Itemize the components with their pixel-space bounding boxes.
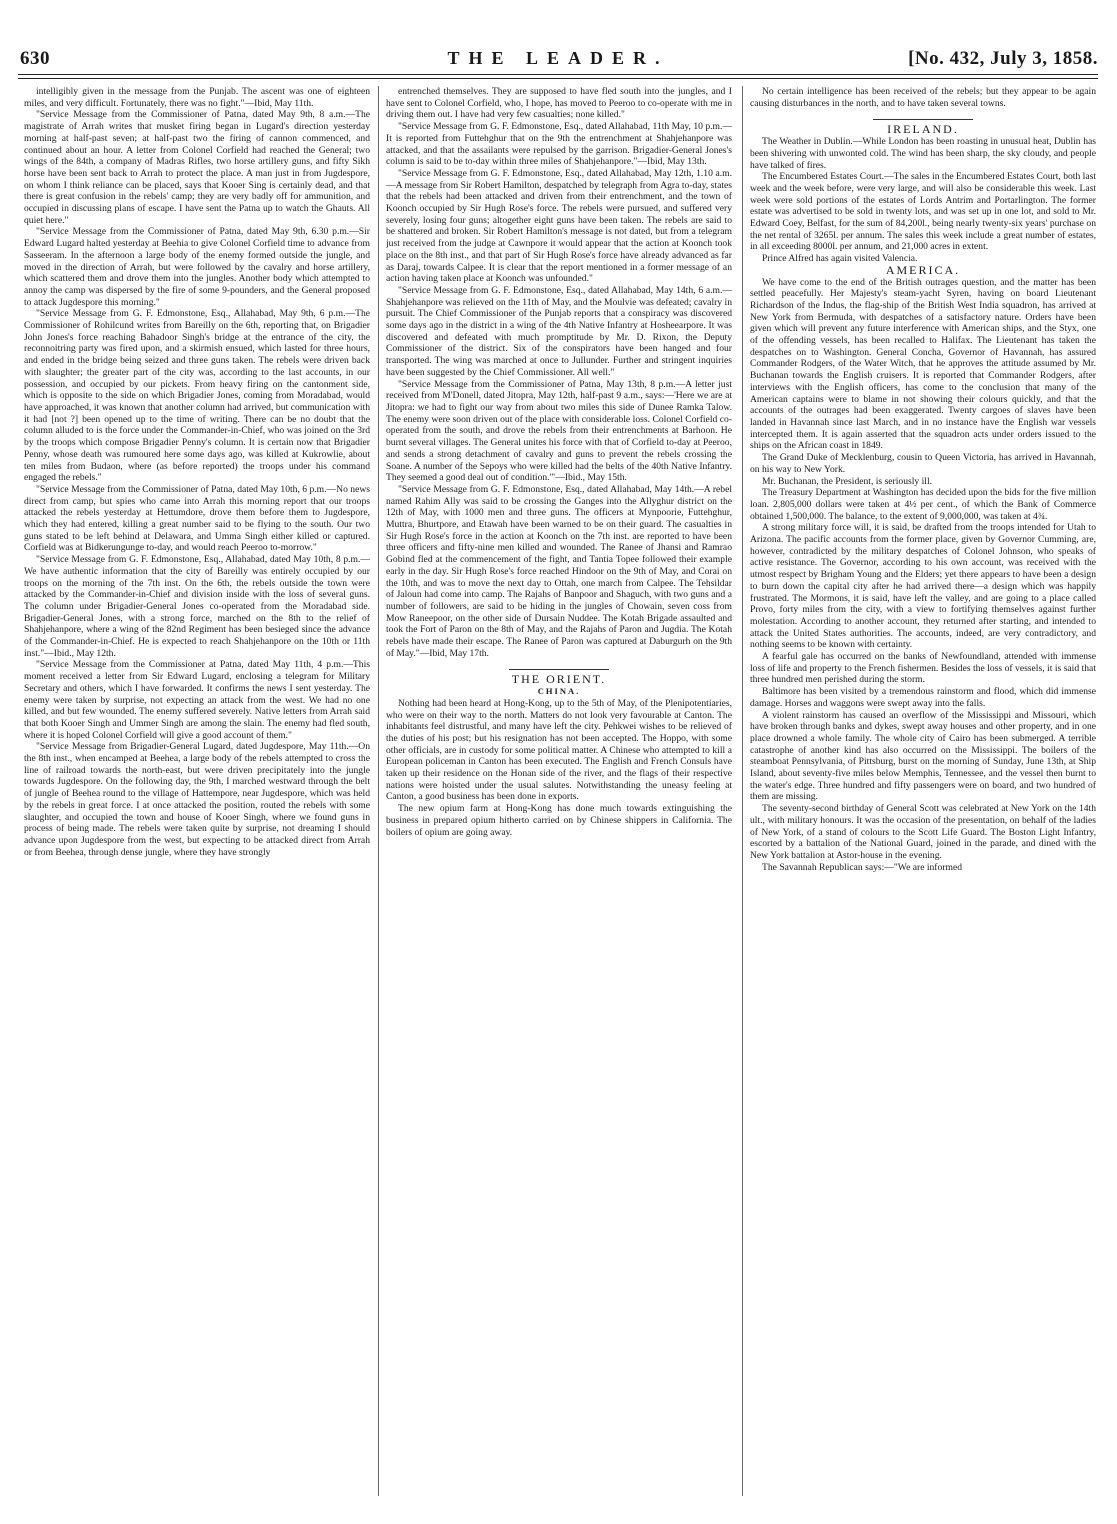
article-paragraph: Nothing had been heard at Hong-Kong, up to the 5th of May, of the Plenipotentiaries, who were on their way to the north. Matters do not look very favourable at Canton. The inhabitants feel distrustful, and many have left the city. Pehkwei wishes to be relieved of the duties of his post; but his resignation has not been accepted. The Hoppo, with some other officials, are in custody for some political matter. A Chinese who attempted to kill a European policeman in Canton has been executed. The English and French Consuls have taken up their residence on the Honan side of the river, and the flags of their respective nations were hoisted under the usual salutes. Notwithstanding the uneasy feeling at Canton, a good business has been done in exports.: [386, 697, 732, 803]
column-divider-1: [378, 86, 379, 1496]
article-paragraph: "Service Message from G. F. Edmonstone, Esq., dated Allahabad, May 14th, 6 a.m.—Shahjehanpore was relieved on the 11th of May, and the Moulvie was defeated; cavalry in pursuit. The Chief Commissioner of the Punjab reports that a conspiracy was discovered some days ago in the district in a wing of the 4th Native Infantry at Hosheearpore. It was discovered and defeated with much promptitude by Mr. D. Rixon, the Deputy Commissioner of the district. Six of the conspirators have been hanged and four transported. The wing was marched at once to Jullunder. Further and stringent inquiries have been suggested by the Chief Commissioner. All well.": [386, 284, 732, 378]
section-heading-orient: THE ORIENT.: [511, 672, 607, 687]
article-paragraph: The Savannah Republican says:—"We are informed: [762, 861, 963, 873]
column-2: [386, 86, 732, 1496]
newspaper-title: THE LEADER.: [447, 48, 669, 68]
masthead-rule-thin: [18, 78, 1098, 79]
article-paragraph: Prince Alfred has again visited Valencia.: [762, 253, 918, 265]
article-paragraph: The Grand Duke of Mecklenburg, cousin to Queen Victoria, has arrived in Havannah, on his way to New York.: [750, 452, 1096, 475]
section-heading-america: AMERICA.: [885, 262, 961, 277]
article-paragraph: "Service Message from the Commissioner of Patna, May 13th, 8 p.m.—A letter just received from M'Donell, dated Jitopra, May 12th, half-past 9 a.m., says:—'Here we are at Jitopra: we had to fight our way from about two miles this side of Dunee Ramka Talow. The enemy were soon driven out of the place with considerable loss. Colonel Corfield co-operated from the south, and drove the rebels from their entrenchments at Barhoon. He burnt several villages. The General unites his force with that of Corfield to-day at Peeroo, and sends a strong detachment of cavalry and guns to prevent the rebels crossing the Soane. A number of the Sepoys who were killed had the belts of the 40th Native Infantry. They seemed a good deal out of condition.'"—Ibid., May 15th.: [386, 378, 732, 484]
column-divider-2: [742, 86, 743, 1496]
article-paragraph: "Service Message from G. F. Edmonstone, Esq., dated Allahabad, May 12th, 1.10 a.m.—A message from Sir Robert Hamilton, despatched by telegraph from Agra to-day, states that the rebels had been attacked and driven from their entrenchment, and the town of Koonch occupied by Sir Hugh Rose's force. The rebels were pursued, and suffered very severely, losing four guns; altogether eight guns have been taken. The rebels are said to be shattered and broken. Sir Robert Hamilton's message is not dated, but from a telegram just received from the judge at Cawnpore it would appear that the action at Koonch took place on the 8th inst., and that part of Sir Hugh Rose's force have already advanced as far as Daraj, towards Calpee. It is clear that the report mentioned in a former message of an action having taken place at Koonch was unfounded.": [386, 167, 732, 285]
article-paragraph: "Service Message from the Commissioner of Patna, dated May 9th, 6.30 p.m.—Sir Edward Lugard halted yesterday at Beehia to give Colonel Corfield time to advance from Sasseeram. In the afternoon a large body of the enemy formed outside the jungle, and moved in the direction of Arrah, but were followed by the cavalry and horse artillery, which scattered them and drove them into the jungles. Another body which attempted to annoy the camp was dispersed by the fire of some 9-pounders, and the General proposed to attack Jugdespore this morning.": [24, 226, 370, 308]
article-paragraph: intelligibly given in the message from the Punjab. The ascent was one of eighteen miles, and very difficult. Fortunately, there was no fight."—Ibid, May 11th.: [24, 86, 370, 109]
column-3: [750, 86, 1096, 1496]
article-paragraph: Baltimore has been visited by a tremendous rainstorm and flood, which did immense damage. Horses and waggons were swept away into the falls.: [750, 686, 1096, 709]
article-paragraph: A fearful gale has occurred on the banks of Newfoundland, attended with immense loss of life and property to the French fishermen. Besides the loss of vessels, it is said that three hundred men perished during the storm.: [750, 651, 1096, 686]
article-paragraph: The seventy-second birthday of General Scott was celebrated at New York on the 14th ult., with military honours. It was the occasion of the presentation, on behalf of the ladies of New York, of a stand of colours to the Scott Life Guard. The Boston Light Infantry, escorted by a battalion of the National Guard, joined in the parade, and dined with the New York battalion at Astor-house in the evening.: [750, 803, 1096, 861]
masthead: [18, 48, 1098, 82]
article-paragraph: We have come to the end of the British outrages question, and the matter has been settled peacefully. Her Majesty's steam-yacht Syren, having on board Lieutenant Richardson of the Indus, the flag-ship of the British West India squadron, has arrived at New York from Bermuda, with despatches of a satisfactory nature. Orders have been given which will prevent any future interference with American ships, and the Styx, one of the offending vessels, has been recalled to Halifax. The Lieutenant has taken the despatches on to Washington. General Concha, Governor of Havannah, has assured Commander Rodgers, of the Water Witch, that he approves the attitude assumed by Mr. Buchanan towards the English cruisers. It is reported that Commander Rodgers, after interviews with the English officers, has come to the conclusion that many of the American captains were to blame in not showing their colours quickly, and that the accounts of the outrages had been exaggerated. Twenty cargoes of slaves have been landed in Havannah since last March, and in no instance have the English war vessels intercepted them. It is again asserted that the squadron acts under orders issued to the ships on the African coast in 1849.: [750, 276, 1096, 452]
article-paragraph: The Weather in Dublin.—While London has been roasting in unusual heat, Dublin has been shivering with unwonted cold. The wind has been sharp, the sky cloudy, and people have talked of fires.: [750, 136, 1096, 171]
article-paragraph: Mr. Buchanan, the President, is seriously ill.: [762, 475, 933, 487]
article-paragraph: No certain intelligence has been received of the rebels; but they appear to be again causing disturbances in the north, and to have taken several towns.: [750, 86, 1096, 109]
article-paragraph: "Service Message from the Commissioner at Patna, dated May 11th, 4 p.m.—This moment received a letter from Sir Edward Lugard, enclosing a telegram for Military Secretary and others, which I have forwarded. It confirms the news I sent yesterday. The enemy were taken by surprise, not expecting an attack from the west. We had no one killed, and but few wounded. The enemy suffered severely. Native letters from Arrah said that both Kooer Singh and Ummer Singh are among the slain. The enemy had fled south, where it is hoped Colonel Corfield will give a good account of them.": [24, 659, 370, 741]
article-paragraph: A strong military force will, it is said, be drafted from the troops intended for Utah to Arizona. The pacific accounts from the former place, given by Governor Cumming, are, however, contradicted by the military despatches of Colonel Johnson, who speaks of active resistance. The Governor, according to his own account, was received with the utmost respect by Brigham Young and the Elders; yet there appears to have been a design to burn down the capital city after he had arrived there—a design which was happily frustrated. The Mormons, it is said, have left the valley, and are going to a place called Provo, forty miles from the city, with a view to fortifying themselves against further molestation. According to another account, they returned after starting, and intended to attack the United States authorities. The accounts, indeed, are very contradictory, and nothing seems to be known with certainty.: [750, 522, 1096, 651]
section-divider: [873, 119, 973, 120]
issue-info: [No. 432, July 3, 1858.: [908, 48, 1098, 69]
article-paragraph: "Service Message from the Commissioner of Patna, dated May 10th, 6 p.m.—No news direct from camp, but spies who came into Arrah this morning report that our troops attacked the rebels yesterday at Hettumdore, drove them before them to Jugdespore, which they had entered, killing a great number said to be flying to the south. Our two guns stated to be left behind at Delawara, and Umma Singh either killed or captured. Corfield was at Bidkerungunge to-day, and would reach Peeroo to-morrow.": [24, 483, 370, 554]
article-paragraph: "Service Message from Brigadier-General Lugard, dated Jugdespore, May 11th.—On the 8th inst., when encamped at Beehea, a large body of the rebels attempted to cross the line of railroad towards the north-east, but were driven precipitately into the jungle towards Jugdespore. On the following day, the 9th, I marched westward through the belt of jungle of Beehea round to the village of Hattempore, near Jugdespore, which was held by the rebels in great force. I at once attacked the position, routed the rebels with some slaughter, and occupied the town and house of Kooer Singh, where we found guns in process of being made. The rebels were taken quite by surprise, not dreaming I should advance upon Jugdespore from the west, but expecting to be attacked direct from Arrah or from Beehea, through dense jungle, where they have strongly: [24, 741, 370, 858]
article-paragraph: The Treasury Department at Washington has decided upon the bids for the five million loan. 2,805,000 dollars were taken at 4½ per cent., of which the Bank of Commerce obtained 1,500,000. The balance, to the extent of 9,000,000, was taken at 4¾.: [750, 487, 1096, 522]
article-paragraph: entrenched themselves. They are supposed to have fled south into the jungles, and I have sent to Colonel Corfield, who, I hope, has moved to Peeroo to co-operate with me in driving them out. I have had very few casualties; none killed.": [386, 86, 732, 121]
article-paragraph: The new opium farm at Hong-Kong has done much towards extinguishing the business in prepared opium hitherto carried on by Chinese shippers in California. The boilers of opium are going away.: [386, 803, 732, 838]
section-divider: [509, 669, 609, 670]
article-paragraph: The Encumbered Estates Court.—The sales in the Encumbered Estates Court, both last week and the week before, were very large, and will also be considerable this week. Last week were sold portions of the estates of Lords Antrim and Portarlington. The former estate was advertised to be sold in twenty lots, and was set up in one lot, and sold to Mr. Edward Coey, Belfast, for the sum of 84,200l., being nearly twenty-six years' purchase on the net rental of 3265l. per annum. The sales this week include a great number of estates, in all exceeding 8000l. per annum, and 21,000 acres in extent.: [750, 171, 1096, 253]
article-paragraph: "Service Message from G. F. Edmonstone, Esq., dated Allahabad, 11th May, 10 p.m.—It is reported from Futtehghur that on the 9th the entrenchment at Shahjehanpore was attacked, and that the assailants were repulsed by the garrison. Brigadier-General Jones's column is said to be to-day within three miles of Shahjehanpore."—Ibid, May 13th.: [386, 121, 732, 168]
article-paragraph: "Service Message from G. F. Edmonstone, Esq., Allahabad, dated May 10th, 8 p.m.—We have authentic information that the city of Bareilly was entirely occupied by our troops on the morning of the 7th inst. On the 6th, the rebels outside the town were attacked by the Commander-in-Chief and division inside with the loss of several guns. The column under Brigadier-General Jones co-operated from the Moradabad side. Brigadier-General Jones, with a strong force, marched on the 8th to the relief of Shahjehanpore, where a wing of the 82nd Regiment has been besieged since the advance of the Commander-in-Chief. He is expected to reach Shahjehanpore on the 10th or 11th inst."—Ibid., May 12th.: [24, 554, 370, 659]
subheading-china: CHINA.: [537, 686, 581, 697]
section-heading-ireland: IRELAND.: [887, 122, 959, 137]
masthead-rule: [18, 74, 1098, 75]
article-paragraph: A violent rainstorm has caused an overflow of the Mississippi and Missouri, which have broken through banks and dykes, swept away houses and other property, and in one place drowned a whole family. The whole city of Cairo has been submerged. A terrible catastrophe of another kind has also occurred on the Mississippi. The boilers of the steamboat Pennsylvania, of Pittsburg, burst on the morning of Sunday, June 13th, at Ship Island, about seventy-five miles below Memphis, Tennessee, and the vessel then burnt to the water's edge. Three hundred and fifty passengers were on board, and two hundred of them are missing.: [750, 709, 1096, 803]
article-paragraph: "Service Message from G. F. Edmonstone, Esq., dated Allahabad, May 14th.—A rebel named Rahim Ally was said to be crossing the Ganges into the Allyghur district on the 12th of May, with 1000 men and three guns. The officers at Mynpoorie, Futtehghur, Muttra, Bhurtpore, and Etawah have been warned to be on their guard. The casualties in Sir Hugh Rose's force in the action at Koonch on the 7th inst. are reported to have been three officers and fifty-nine men killed and wounded. The Ranee of Jhansi and Ramrao Gobind fled at the commencement of the fight, and Tantia Topee followed their example early in the day. Sir Hugh Rose's force reached Hindoor on the 9th of May, and Corai on the 10th, and was to move the next day to Ottah, one march from Calpee. The Tehsildar of Jaloun had come into camp. The Rajahs of Banpoor and Shaguch, with two guns and a number of followers, are said to be hiding in the jungles of Chowain, seven coss from Mow Raneepoor, on the other side of Dursain Nuddee. The Kotah Brigade assaulted and took the Fort of Paron on the 8th of May, and the Rajahs of Paron and Jugdia. The Kotah rebels have made their escape. The Ranee of Paron was captured at Daburgurh on the 9th of May."—Ibid, May 17th.: [386, 483, 732, 659]
page-number: 630: [20, 48, 50, 69]
article-paragraph: "Service Message from G. F. Edmonstone, Esq., Allahabad, May 9th, 6 p.m.—The Commissioner of Rohilcund writes from Bareilly on the 6th, reporting that, on Brigadier John Jones's force reaching Bahadoor Singh's bridge at the entrance of the city, the reconnoitring party was fired upon, and a skirmish ensued, which lasted for three hours, and ended in the bridge being seized and three guns taken. The rebels were driven back with slaughter; the greater part of the city was, according to the last accounts, in our possession, and occupied by our pickets. From heavy firing on the cantonment side, which is opposite to the side on which Brigadier Jones, coming from Moradabad, would have approached, it was known that another column had arrived, but communication with it had [not ?] been opened up to the time of writing. There can be no doubt that the column alluded to is the force under the Commander-in-Chief, who was joined on the 3rd by the troops which compose Brigadier Penny's column. It is certain now that Brigadier Penny, whose death was rumoured here some days ago, was killed at Kukrowlie, about ten miles from Budaon, where (as before reported) the troops under his command engaged the rebels.": [24, 308, 370, 484]
article-paragraph: "Service Message from the Commissioner of Patna, dated May 9th, 8 a.m.—The magistrate of Arrah writes that musket firing began in Lugard's direction yesterday morning at half-past seven; at half-past two the firing of cannon commenced, and continued about an hour. A letter from Colonel Corfield had reached the General; two wings of the 84th, a company of Madras Rifles, two horse artillery guns, and fifty Sikh horse have been sent back to Arrah to protect the place. A man just in from Jugdespore, on whom I think reliance can be placed, says that Kooer Sing is certainly dead, and that there is great confusion in the rebels' camp; they are very badly off for ammunition, and occupied in discussing plans of escape. I have sent the Patna up to watch the Ghauts. All quiet here.": [24, 109, 370, 226]
column-1: [24, 86, 370, 1496]
